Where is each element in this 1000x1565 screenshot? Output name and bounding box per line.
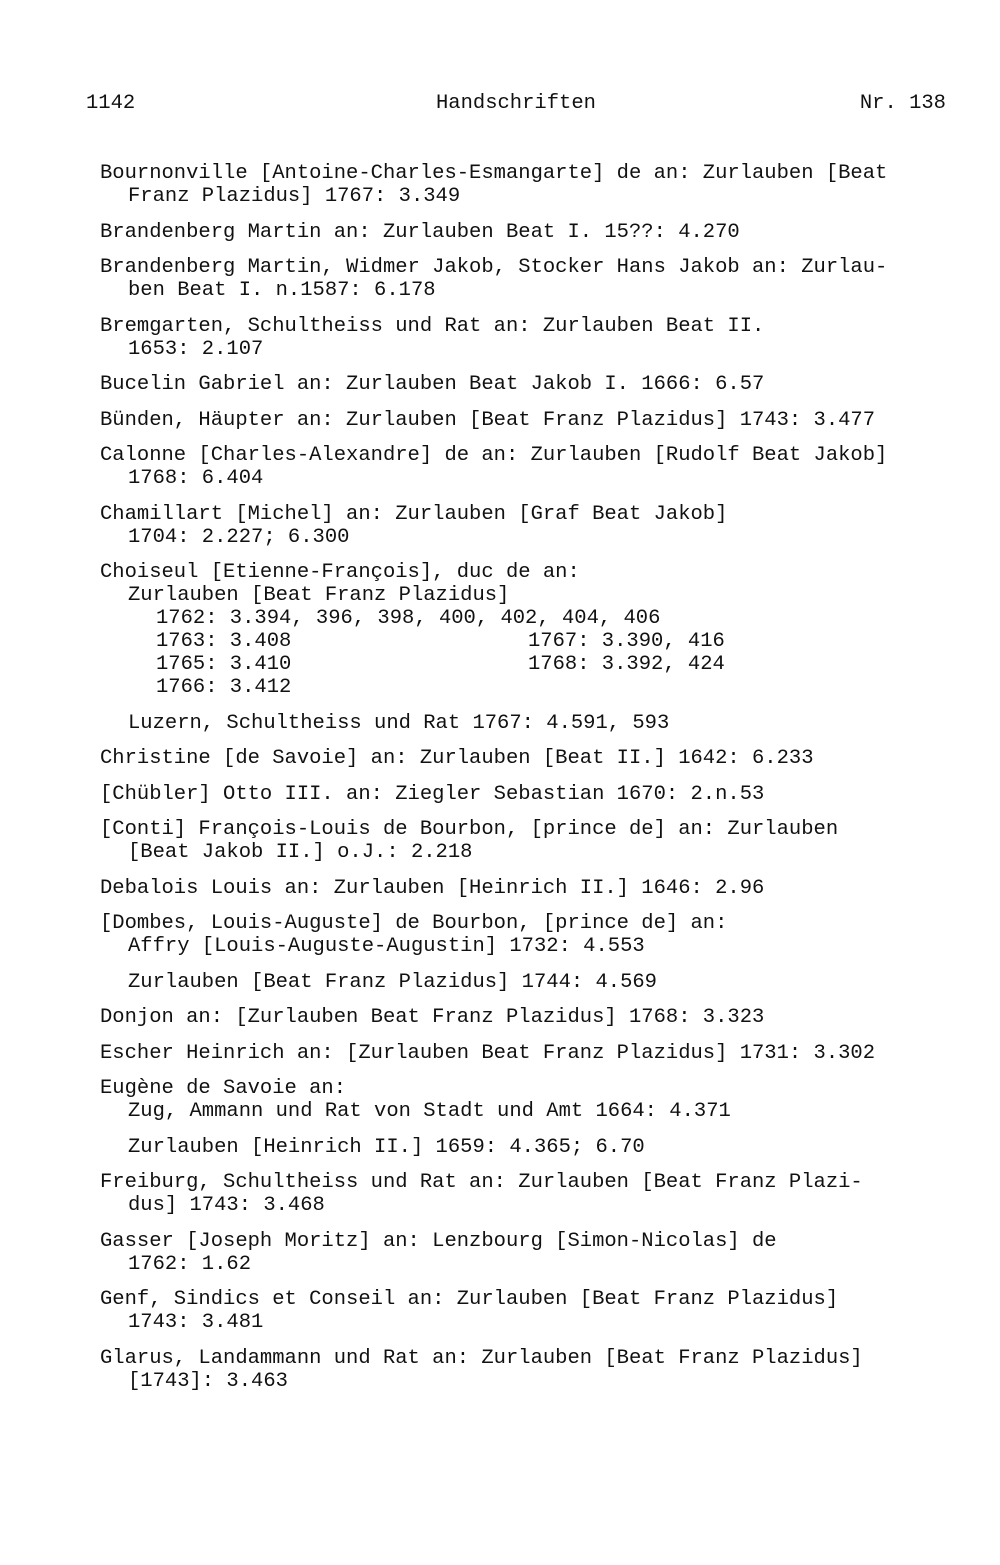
- index-entry: [100, 1171, 970, 1217]
- index-entry: [100, 1230, 970, 1276]
- entry-line: 1762: 3.394, 396, 398, 400, 402, 404, 406: [156, 607, 661, 630]
- index-entry: [100, 409, 970, 432]
- index-entry: [100, 561, 970, 699]
- index-entry: [100, 912, 970, 958]
- entry-line: Brandenberg Martin, Widmer Jakob, Stocker Hans Jakob an: Zurlau-: [100, 256, 888, 279]
- entry-line: 1768: 6.404: [128, 467, 264, 490]
- entry-line: [Beat Jakob II.] o.J.: 2.218: [128, 841, 473, 864]
- entry-line: Gasser [Joseph Moritz] an: Lenzbourg [Simon-Nicolas] de: [100, 1229, 777, 1253]
- index-subentry: [100, 712, 970, 735]
- entry-line: ben Beat I. n.1587: 6.178: [128, 279, 436, 302]
- index-entry: [100, 162, 970, 208]
- entry-line: Bournonville [Antoine-Charles-Esmangarte] de an: Zurlauben [Beat: [100, 162, 888, 185]
- year-ref-left: 1765: 3.410: [156, 653, 292, 676]
- index-entry: [100, 444, 970, 490]
- entry-line: Donjon an: [Zurlauben Beat Franz Plazidus] 1768: 3.323: [100, 1006, 765, 1029]
- entry-line: [Chübler] Otto III. an: Ziegler Sebastian 1670: 2.n.53: [100, 782, 765, 806]
- entry-line: Zug, Ammann und Rat von Stadt und Amt 1664: 4.371: [128, 1100, 731, 1123]
- entry-line: Calonne [Charles-Alexandre] de an: Zurlauben [Rudolf Beat Jakob]: [100, 444, 888, 467]
- manuscript-reference: Nr. 138: [859, 92, 946, 115]
- entry-line: Zurlauben [Beat Franz Plazidus]: [128, 584, 510, 607]
- entry-line: [Conti] François-Louis de Bourbon, [prince de] an: Zurlauben: [100, 818, 839, 841]
- entry-line: Escher Heinrich an: [Zurlauben Beat Franz Plazidus] 1731: 3.302: [100, 1041, 876, 1065]
- entry-line: 1762: 1.62: [128, 1252, 252, 1276]
- entry-line: Zurlauben [Heinrich II.] 1659: 4.365; 6.70: [128, 1135, 645, 1159]
- index-entry: [100, 1042, 970, 1065]
- year-ref-right: 1767: 3.390, 416: [528, 630, 725, 653]
- entry-line: 1653: 2.107: [128, 337, 264, 361]
- year-row: [100, 630, 970, 653]
- entry-line: dus] 1743: 3.468: [128, 1194, 325, 1217]
- year-ref-left: 1763: 3.408: [156, 630, 292, 653]
- index-entry: [100, 818, 970, 864]
- index-entry: [100, 503, 970, 549]
- entry-line: Chamillart [Michel] an: Zurlauben [Graf Beat Jakob]: [100, 502, 728, 526]
- index-entry: [100, 877, 970, 900]
- index-entry: [100, 1347, 970, 1393]
- entry-line: Debalois Louis an: Zurlauben [Heinrich II.] 1646: 2.96: [100, 876, 765, 900]
- entry-line: Bucelin Gabriel an: Zurlauben Beat Jakob I. 1666: 6.57: [100, 373, 765, 396]
- entry-line: Affry [Louis-Auguste-Augustin] 1732: 4.553: [128, 935, 645, 958]
- entry-line: Brandenberg Martin an: Zurlauben Beat I. 15??: 4.270: [100, 220, 740, 244]
- page-header: [86, 92, 946, 116]
- year-row: [100, 676, 970, 699]
- index-entry: [100, 1077, 970, 1123]
- entry-line: Eugène de Savoie an:: [100, 1077, 347, 1100]
- entry-line: Christine [de Savoie] an: Zurlauben [Beat II.] 1642: 6.233: [100, 747, 814, 770]
- page-number: 1142: [86, 92, 136, 115]
- year-ref-right: 1768: 3.392, 424: [528, 653, 725, 676]
- index-entry: [100, 221, 970, 244]
- running-title: Handschriften: [436, 92, 596, 115]
- entry-line: [1743]: 3.463: [128, 1369, 288, 1393]
- index-subentry: [100, 1136, 970, 1159]
- year-row: [100, 653, 970, 676]
- index-entry: [100, 315, 970, 361]
- entry-line: [Dombes, Louis-Auguste] de Bourbon, [prince de] an:: [100, 912, 728, 935]
- index-entries: [100, 162, 970, 1405]
- entry-line: Genf, Sindics et Conseil an: Zurlauben [Beat Franz Plazidus]: [100, 1288, 839, 1311]
- entry-line: Glarus, Landammann und Rat an: Zurlauben [Beat Franz Plazidus]: [100, 1346, 863, 1370]
- year-ref-left: 1766: 3.412: [156, 676, 292, 699]
- index-entry: [100, 1288, 970, 1334]
- entry-line: Franz Plazidus] 1767: 3.349: [128, 185, 461, 208]
- entry-line: Bremgarten, Schultheiss und Rat an: Zurlauben Beat II.: [100, 314, 765, 338]
- entry-line: 1704: 2.227; 6.300: [128, 525, 350, 549]
- entry-line: Luzern, Schultheiss und Rat 1767: 4.591, 593: [128, 711, 670, 735]
- index-entry: [100, 1006, 970, 1029]
- entry-line: Bünden, Häupter an: Zurlauben [Beat Franz Plazidus] 1743: 3.477: [100, 408, 876, 432]
- entry-line: Choiseul [Etienne-François], duc de an:: [100, 561, 580, 584]
- index-entry: [100, 783, 970, 806]
- index-entry: [100, 373, 970, 396]
- index-subentry: [100, 971, 970, 994]
- entry-line: Freiburg, Schultheiss und Rat an: Zurlauben [Beat Franz Plazi-: [100, 1171, 863, 1194]
- entry-line: 1743: 3.481: [128, 1311, 264, 1334]
- index-entry: [100, 256, 970, 302]
- entry-line: Zurlauben [Beat Franz Plazidus] 1744: 4.569: [128, 970, 657, 994]
- index-entry: [100, 747, 970, 770]
